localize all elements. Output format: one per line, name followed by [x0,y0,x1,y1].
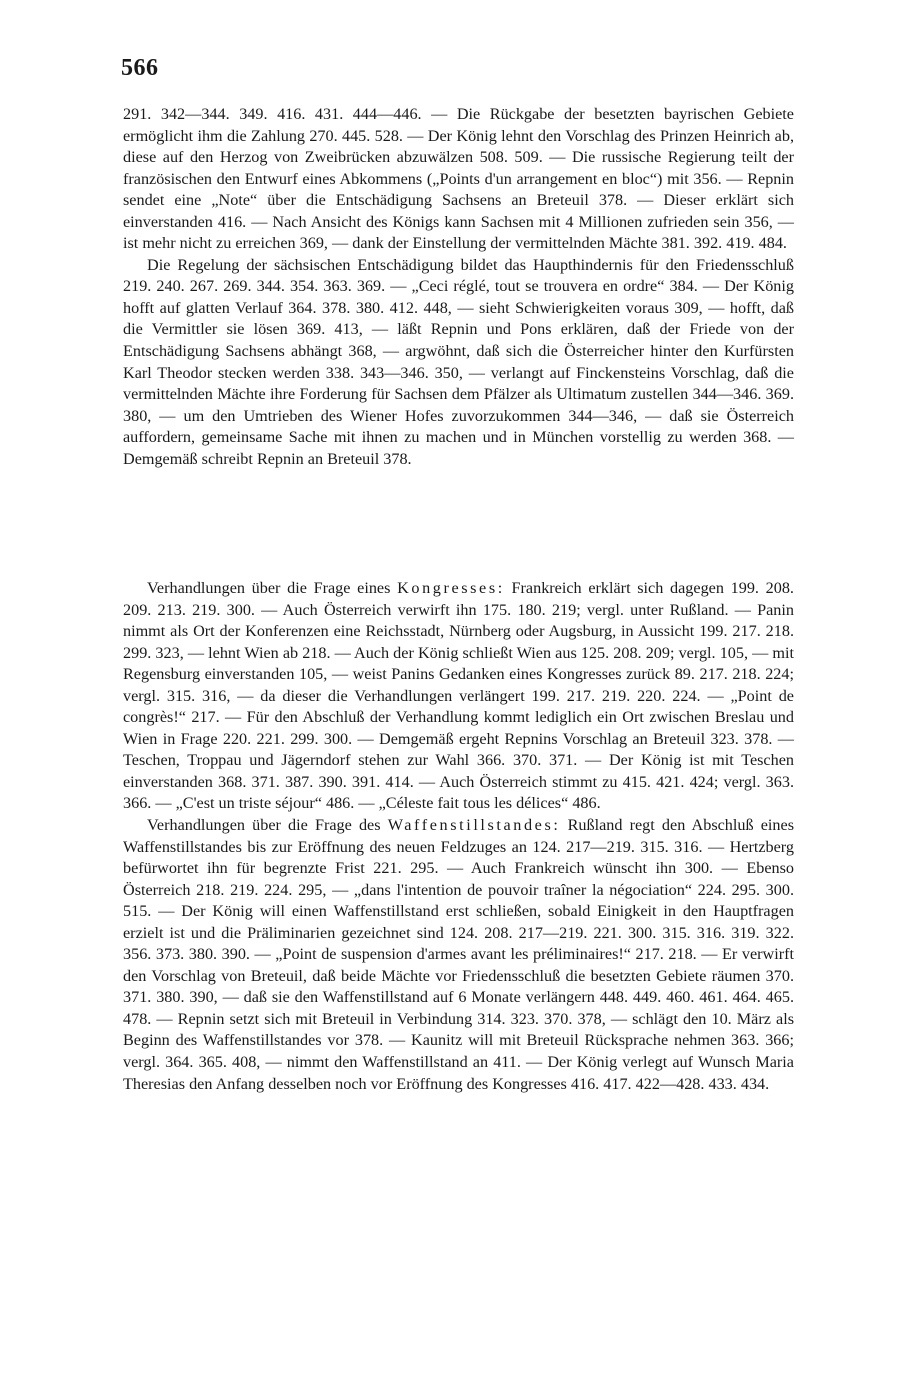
paragraph-body: Frankreich erklärt sich dagegen 199. 208. 209. 213. 219. 300. — Auch Österreich verwirft ihn 175. 180. 219; vergl. unter Rußland. — Panin nimmt als Ort der Konferenzen eine Reichsstadt, Nürnberg oder Augsburg, in Aussicht 199. 217. 218. 299. 323, — lehnt Wien ab 218. — Auch der König schließt Wien aus 125. 208. 209; vergl. 105, — mit Regensburg einverstanden 105, — weist Panins Gedanken eines Kongresses zurück 89. 217. 218. 224; vergl. 315. 316, — da dieser die Verhandlungen verlängert 199. 217. 219. 220. 224. — „Point de congrès!“ 217. — Für den Abschluß der Verhandlung kommt lediglich ein Ort zwischen Breslau und Wien in Frage 220. 221. 299. 300. — Demgemäß ergeht Repnins Vorschlag an Breteuil 323. 378. — Teschen, Troppau und Jägerndorf stehen zur Wahl 366. 370. 371. — Der König ist mit Teschen einverstanden 368. 371. 387. 390. 391. 414. — Auch Österreich stimmt zu 415. 421. 424; vergl. 363. 366. — „C'est un triste séjour“ 486. — „Céleste fait tous les délices“ 486. [123,579,794,813]
text-block-upper [123,104,794,470]
text-block-lower [123,578,794,1095]
paragraph-lead: Verhandlungen über die Frage eines [147,579,398,597]
paragraph [123,578,794,815]
paragraph: Die Regelung der sächsischen Entschädigung bildet das Haupthindernis für den Friedensschluß 219. 240. 267. 269. 344. 354. 363. 369. — „Ceci réglé, tout se trouvera en ordre“ 384. — Der König hofft auf glatten Verlauf 364. 378. 380. 412. 448, — sieht Schwierigkeiten voraus 309, — hofft, daß die Vermittler sie lösen 369. 413, — läßt Repnin und Pons erklären, daß der Friede von der Entschädigung Sachsens abhängt 368, — argwöhnt, daß sich die Österreicher hinter den Kurfürsten Karl Theodor stecken werden 338. 343—346. 350, — verlangt auf Finckensteins Vorschlag, daß die vermittelnden Mächte ihre Forderung für Sachsen dem Pfälzer als Ultimatum zustellen 344—346. 369. 380, — um den Umtrieben des Wiener Hofes zuvorzukommen 344—346, — daß sie Österreich auffordern, gemeinsame Sache mit ihnen zu machen und in München vorstellig zu werden 368. — Demgemäß schreibt Repnin an Breteuil 378. [123,255,794,468]
paragraph-body: Rußland regt den Abschluß eines Waffenstillstandes bis zur Eröffnung des neuen Feldzuges an 124. 217—219. 315. 316. — Hertzberg befürwortet ihn für begrenzte Frist 221. 295. — Auch Frankreich wünscht ihn 300. — Ebenso Österreich 218. 219. 224. 295, — „dans l'intention de pouvoir traîner la négociation“ 224. 295. 300. 515. — Der König will einen Waffenstillstand erst schließen, sobald Einigkeit in den Hauptfragen erzielt ist und die Präliminarien gezeichnet sind 124. 208. 217—219. 221. 300. 315. 316. 319. 322. 356. 373. 380. 390. — „Point de suspension d'armes avant les préliminaires!“ 217. 218. — Er verwirft den Vorschlag von Breteuil, daß beide Mächte vor Friedensschluß die besetzten Gebiete räumen 370. 371. 380. 390, — daß sie den Waffenstillstand auf 6 Monate verlängern 448. 449. 460. 461. 464. 465. 478. — Repnin setzt sich mit Breteuil in Verbindung 314. 323. 370. 378, — schlägt den 10. März als Beginn des Waffenstillstandes vor 378. — Kaunitz will mit Breteuil Rücksprache nehmen 363. 366; vergl. 364. 365. 408, — nimmt den Waffenstillstand an 411. — Der König verlegt auf Wunsch Maria Theresias den Anfang desselben noch vor Eröffnung des Kongresses 416. 417. 422—428. 433. 434. [123,816,794,1093]
paragraph-lead: Verhandlungen über die Frage des [147,816,388,835]
paragraph-keyword: Waffenstillstandes: [387,816,561,835]
paragraph-keyword: Kongresses: [397,579,505,597]
paragraph [123,815,794,1095]
page-number: 566 [121,55,159,81]
paragraph: 291. 342—344. 349. 416. 431. 444—446. — Die Rückgabe der besetzten bayrischen Gebiete ermöglicht ihm die Zahlung 270. 445. 528. — Der König lehnt den Vorschlag des Prinzen Heinrich ab, diese auf den Herzog von Zweibrücken abzuwälzen 508. 509. — Die russische Regierung teilt der französischen den Entwurf eines Abkommens („Points d'un arrangement en bloc“) mit 356. — Repnin sendet eine „Note“ über die Entschädigung Sachsens an Breteuil 378. — Dieser erklärt sich einverstanden 416. — Nach Ansicht des Königs kann Sachsen mit 4 Millionen zufrieden sein 356, — ist mehr nicht zu erreichen 369, — dank der Einstellung der vermittelnden Mächte 381. 392. 419. 484. [123,105,794,253]
